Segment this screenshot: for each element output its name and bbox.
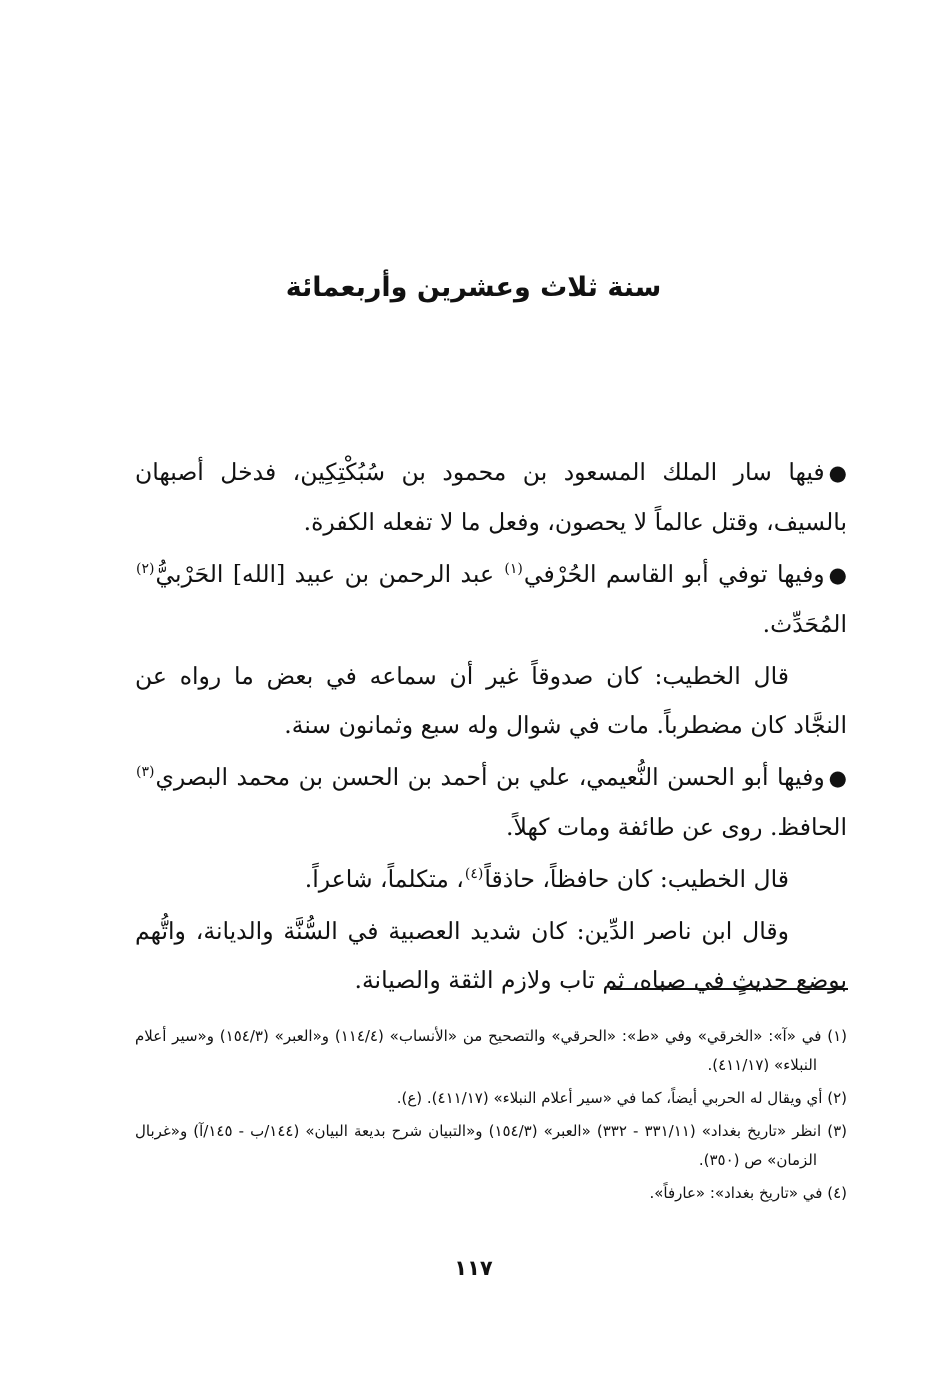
paragraph-masud-isfahan (135, 448, 847, 547)
bullet-icon: ● (828, 563, 847, 587)
paragraph-text: وقال ابن ناصر الدِّين: كان شديد العصبية في السُّنَّة والديانة، واتُّهم بوضع حديثٍ في صباه، ثم تاب ولازم الثقة والصيانة. (135, 917, 847, 994)
paragraph-nuaymi-death (135, 753, 847, 852)
paragraph-text: ، متكلماً، شاعراً. (304, 865, 464, 893)
paragraph-text: وفيها توفي أبو القاسم الحُرْفي (523, 560, 825, 588)
main-text (135, 448, 847, 1008)
footnote-separator (610, 988, 848, 990)
bullet-icon: ● (828, 766, 847, 790)
paragraph-khatib-quote-1 (135, 652, 847, 750)
footnote-ref-2[interactable]: (٢) (136, 561, 155, 578)
paragraph-text: المُحَدِّث. (762, 610, 847, 638)
paragraph-hurfi-death (135, 550, 847, 649)
paragraph-text: فيها سار الملك المسعود بن محمود بن سُبُكْتِكِين، فدخل أصبهان بالسيف، وقتل عالماً لا يحصون، وفعل ما لا تفعله الكفرة. (135, 458, 847, 536)
footnote-3: (٣) انظر «تاريخ بغداد» (٣٣١/١١ - ٣٣٢) «العبر» (١٥٤/٣) و«التبيان شرح بديعة البيان» (١٤٤/ب - ١٤٥/آ) و«غربال الزمان» ص (٣٥٠). (135, 1122, 848, 1169)
paragraph-text: وفيها أبو الحسن النُّعيمي، علي بن أحمد بن الحسن بن محمد البصري (155, 763, 825, 791)
paragraph-ibn-nasir-quote (135, 907, 847, 1005)
page-number: ١١٧ (454, 1256, 493, 1280)
footnotes (135, 1022, 847, 1212)
section-title: سنة ثلاث وعشرين وأربعمائة (285, 272, 662, 303)
footnote-4: (٤) في «تاريخ بغداد»: «عارفاً». (649, 1184, 847, 1202)
paragraph-text: الحافظ. روى عن طائفة ومات كهلاً. (505, 813, 847, 841)
paragraph-text: قال الخطيب: كان صدوقاً غير أن سماعه في بعض ما رواه عن النجَّاد كان مضطرباً. مات في شوال وله سبع وثمانون سنة. (135, 662, 847, 739)
paragraph-text: قال الخطيب: كان حافظاً، حاذقاً (484, 865, 789, 893)
paragraph-khatib-quote-2 (135, 855, 847, 904)
footnote-ref-3[interactable]: (٣) (136, 764, 155, 781)
footnote-1: (١) في «آ»: «الخرقي» وفي «ط»: «الحرقي» والتصحيح من «الأنساب» (١١٤/٤) و«العبر» (١٥٤/٣) و«سير أعلام النبلاء» (٤١١/١٧). (135, 1027, 847, 1074)
paragraph-text: عبد الرحمن بن عبيد [الله] الحَرْبيُّ (155, 560, 504, 588)
bullet-icon: ● (828, 461, 847, 485)
footnote-ref-1[interactable]: (١) (504, 561, 523, 578)
footnote-ref-4[interactable]: (٤) (464, 866, 484, 883)
footnote-2: (٢) أي ويقال له الحربي أيضاً، كما في «سير أعلام النبلاء» (٤١١/١٧). (ع). (396, 1089, 847, 1107)
